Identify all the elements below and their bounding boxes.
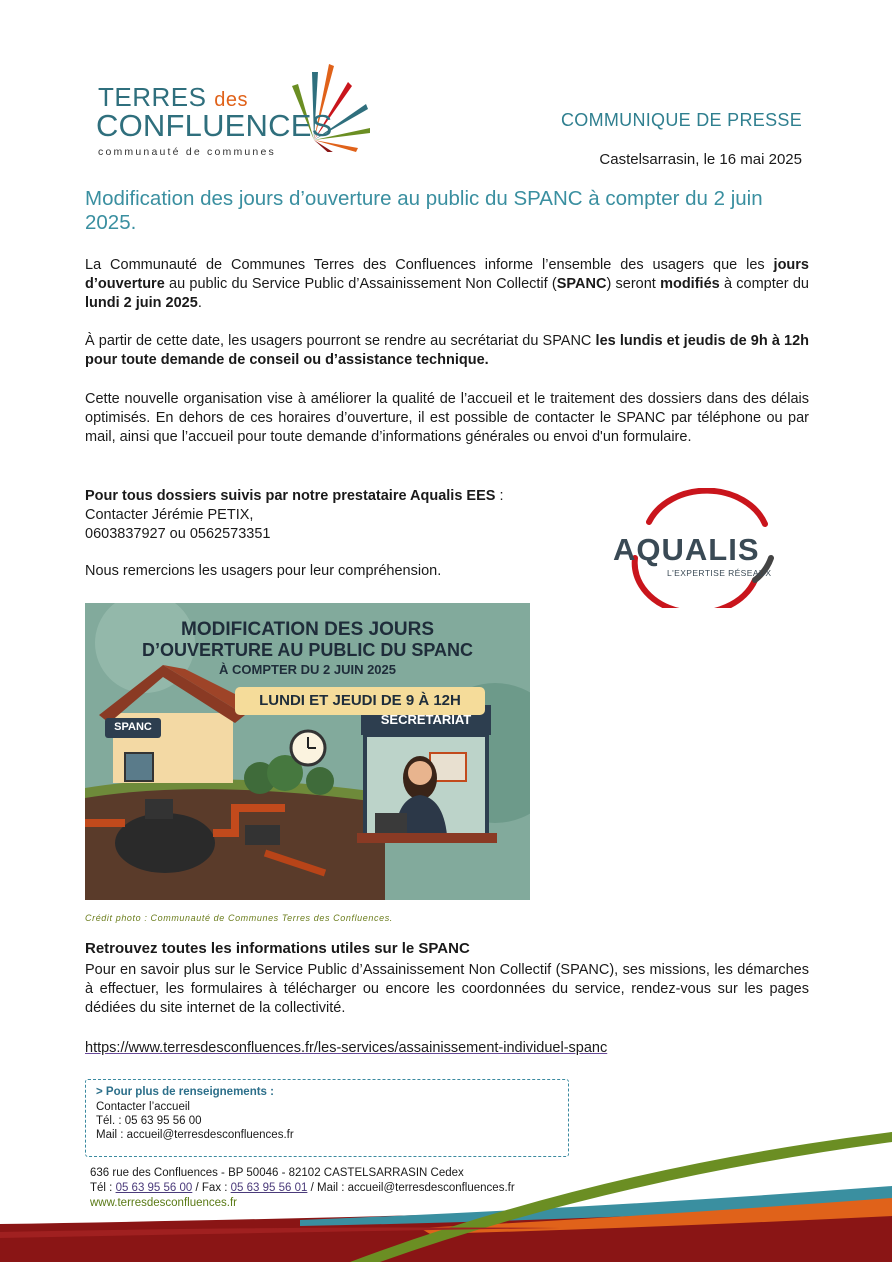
info-box-phone: Tél. : 05 63 95 56 00 <box>96 1115 202 1127</box>
spanc-page-link[interactable]: https://www.terresdesconfluences.fr/les-services/assainissement-individuel-spanc <box>85 1040 608 1056</box>
provider-contact: Pour tous dossiers suivis par notre prestataire Aqualis EES : Contacter Jérémie PETIX, 0603837927 ou 0562573351 <box>85 488 504 542</box>
thanks-line: Nous remercions les usagers pour leur compréhension. <box>85 563 442 579</box>
footer-website[interactable]: www.terresdesconfluences.fr <box>90 1197 238 1209</box>
poster-hours-banner: LUNDI ET JEUDI DE 9 À 12H <box>259 692 461 709</box>
poster-illustration <box>85 603 530 900</box>
aqualis-name: AQUALIS <box>613 532 760 567</box>
poster-title-line2: D’OUVERTURE AU PUBLIC DU SPANC <box>141 640 473 660</box>
paragraph-schedule: À partir de cette date, les usagers pourront se rendre au secrétariat du SPANC les lundis et jeudis de 9h à 12h pour toute demande de conseil ou d’assistance technique. <box>85 333 809 368</box>
logo-subtitle: communauté de communes <box>98 146 276 158</box>
logo-wordmark-line2: CONFLUENCES <box>96 108 333 143</box>
footer-phone-link[interactable]: 05 63 95 56 00 <box>115 1182 193 1194</box>
logo-wordmark-line1: TERRES des <box>98 82 248 112</box>
paragraph-organization: Cette nouvelle organisation vise à améliorer la qualité de l’accueil et le traitement des dossiers dans des délais optimisés. En dehors de ces horaires d’ouverture, il est possible de contacter le SPANC par téléphone ou par mail, ainsi que l’accueil pour toute demande d’informations générales ou envoi d'un formulaire. <box>85 391 809 445</box>
provider-contact-phones: 0603837927 ou 0562573351 <box>85 526 271 542</box>
info-box-title: > Pour plus de renseignements : <box>96 1086 274 1098</box>
footer-address: 636 rue des Confluences - BP 50046 - 82102 CASTELSARRASIN Cedex <box>90 1167 464 1179</box>
info-box-contact: Contacter l’accueil <box>96 1101 190 1113</box>
footer-swoosh-graphic <box>0 1128 892 1262</box>
paragraph-intro: La Communauté de Communes Terres des Confluences informe l’ensemble des usagers que les jours d’ouverture au public du Service Public d’Assainissement Non Collectif (SPANC) seront modifiés à compter du lundi 2 juin 2025. <box>85 257 809 311</box>
footer-fax-link[interactable]: 05 63 95 56 01 <box>230 1182 308 1194</box>
provider-contact-name: Contacter Jérémie PETIX, <box>85 507 254 523</box>
aqualis-tagline: L'EXPERTISE RÉSEAUX <box>667 568 772 578</box>
poster-house-sign: SPANC <box>114 721 152 733</box>
poster-subtitle: À COMPTER DU 2 JUIN 2025 <box>219 662 396 677</box>
footer-contact-line: Tél : 05 63 95 56 00 / Fax : 05 63 95 56 01 / Mail : accueil@terresdesconfluences.fr <box>90 1182 515 1194</box>
paragraph-more-info: Pour en savoir plus sur le Service Public d’Assainissement Non Collectif (SPANC), ses missions, les démarches à effectuer, les formulaires à télécharger ou encore les coordonnées du service, rendez-vous sur les pages dédiées du site internet de la collectivité. <box>85 962 809 1016</box>
poster-title-line1: MODIFICATION DES JOURS <box>181 619 434 640</box>
section-heading: Retrouvez toutes les informations utiles sur le SPANC <box>85 940 470 957</box>
info-box-mail: Mail : accueil@terresdesconfluences.fr <box>96 1129 294 1141</box>
document-title: Modification des jours d’ouverture au public du SPANC à compter du 2 juin 2025. <box>85 187 763 234</box>
organization-logo <box>88 62 348 162</box>
aqualis-logo <box>605 488 785 608</box>
date-line: Castelsarrasin, le 16 mai 2025 <box>599 151 802 168</box>
photo-credit: Crédit photo : Communauté de Communes Terres des Confluences. <box>85 913 393 923</box>
provider-contact-heading: Pour tous dossiers suivis par notre prestataire Aqualis EES <box>85 488 496 504</box>
poster-desk-sign: SECRETARIAT <box>380 712 472 727</box>
press-release-label: COMMUNIQUE DE PRESSE <box>560 110 802 130</box>
